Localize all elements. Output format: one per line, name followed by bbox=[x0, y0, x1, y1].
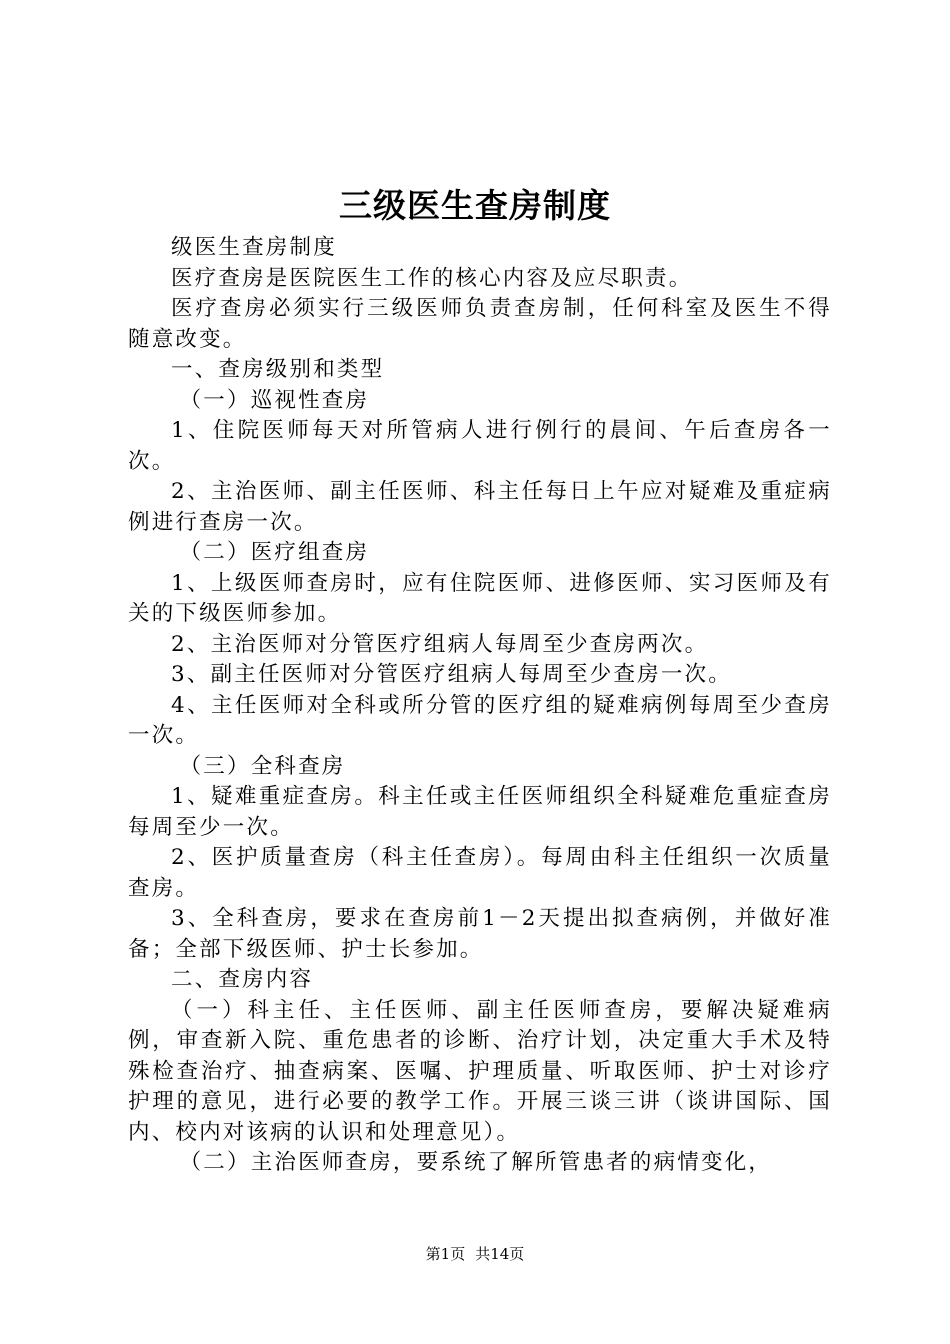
document-body bbox=[128, 233, 832, 1179]
subsection-heading: （二）医疗组查房 bbox=[179, 540, 370, 565]
paragraph: 医疗查房是医院医生工作的核心内容及应尽职责。 bbox=[171, 265, 693, 291]
paragraph: 3、副主任医师对分管医疗组病人每周至少查房一次。 bbox=[171, 662, 732, 687]
subsection-heading: （三）全科查房 bbox=[179, 753, 346, 779]
paragraph: 医疗查房必须实行三级医师负责查房制，任何科室及医生不得随意改变。 bbox=[128, 296, 832, 352]
page-footer bbox=[0, 1243, 950, 1265]
page-number: 第1页 bbox=[425, 1245, 466, 1263]
paragraph: （一）科主任、主任医师、副主任医师查房，要解决疑难病例，审查新入院、重危患者的诊断、治疗计划，决定重大手术及特殊检查治疗、抽查病案、医嘱、护理质量、听取医师、护士对诊疗护理的意见，进行必要的教学工作。开展三谈三讲（谈讲国际、国内、校内对该病的认识和处理意见）。 bbox=[128, 997, 832, 1145]
paragraph: 3、全科查房，要求在查房前1－2天提出拟查病例，并做好准备；全部下级医师、护士长参加。 bbox=[128, 906, 832, 962]
paragraph: 2、主治医师、副主任医师、科主任每日上午应对疑难及重症病例进行查房一次。 bbox=[128, 479, 832, 535]
paragraph: 2、主治医师对分管医疗组病人每周至少查房两次。 bbox=[171, 631, 709, 657]
paragraph: 级医生查房制度 bbox=[171, 235, 337, 260]
paragraph: 1、住院医师每天对所管病人进行例行的晨间、午后查房各一次。 bbox=[128, 418, 832, 474]
paragraph: 1、疑难重症查房。科主任或主任医师组织全科疑难危重症查房每周至少一次。 bbox=[128, 784, 832, 840]
paragraph: 1、上级医师查房时，应有住院医师、进修医师、实习医师及有关的下级医师参加。 bbox=[128, 570, 832, 626]
subsection-heading: （一）巡视性查房 bbox=[179, 387, 370, 413]
section-heading: 二、查房内容 bbox=[171, 967, 314, 992]
page-total: 共14页 bbox=[475, 1245, 525, 1263]
paragraph: 2、医护质量查房（科主任查房）。每周由科主任组织一次质量查房。 bbox=[128, 845, 832, 901]
paragraph: （二）主治医师查房，要系统了解所管患者的病情变化， bbox=[179, 1150, 773, 1175]
document-title: 三级医生查房制度 bbox=[339, 186, 611, 225]
paragraph: 4、主任医师对全科或所分管的医疗组的疑难病例每周至少查房一次。 bbox=[128, 692, 832, 748]
section-heading: 一、查房级别和类型 bbox=[171, 357, 385, 382]
